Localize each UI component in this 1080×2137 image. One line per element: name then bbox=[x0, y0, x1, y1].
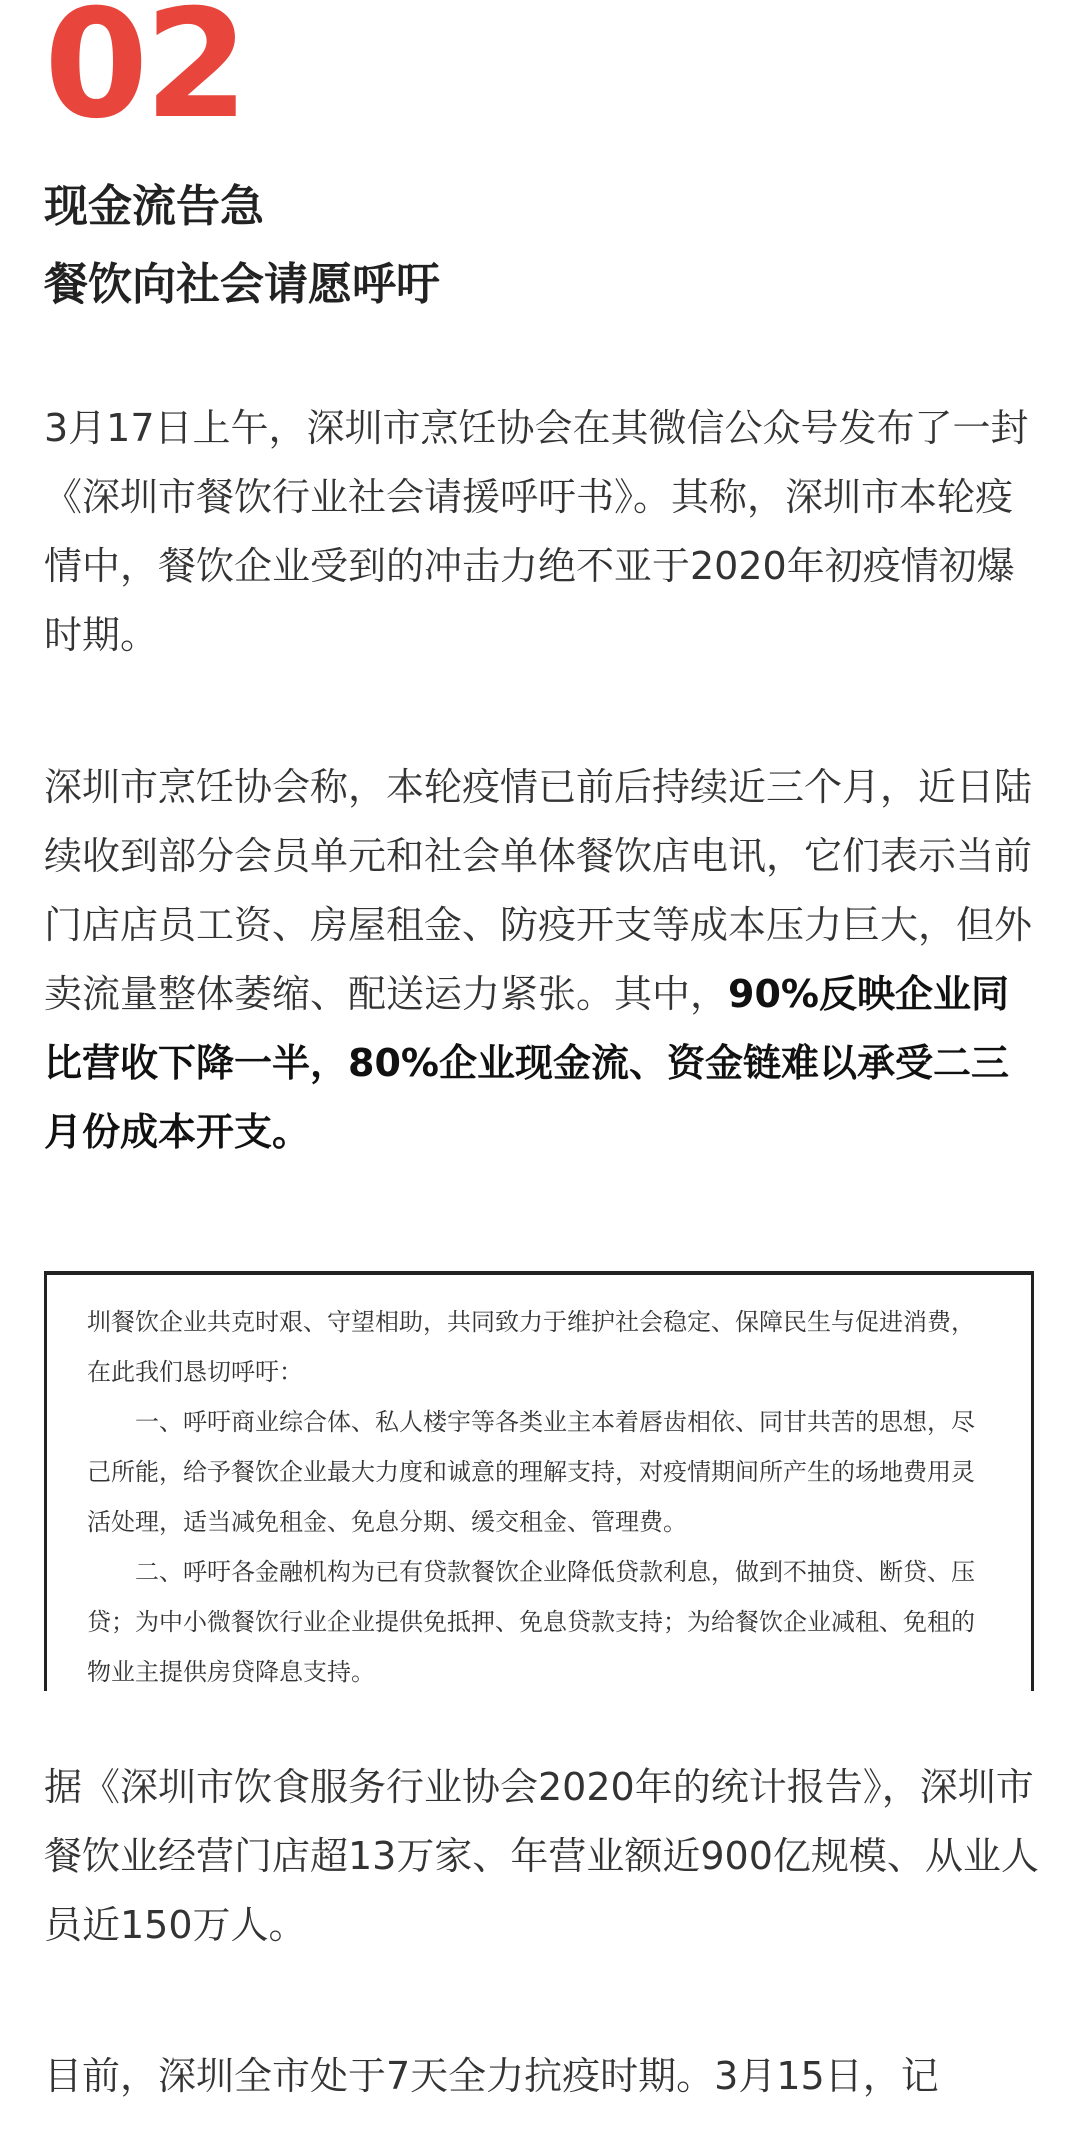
quote-item-2: 二、呼吁各金融机构为已有贷款餐饮企业降低贷款利息，做到不抽贷、断贷、压贷；为中小微餐饮行业企业提供免抵押、免息贷款支持；为给餐饮企业减租、免租的物业主提供房贷降息支持。 bbox=[87, 1558, 975, 1686]
paragraph-2 bbox=[44, 753, 1044, 1167]
heading-line-2: 餐饮向社会请愿呼吁 bbox=[44, 259, 440, 310]
paragraph-3: 据《深圳市饮食服务行业协会2020年的统计报告》，深圳市餐饮业经营门店超13万家、年营业额近900亿规模、从业人员近150万人。 bbox=[44, 1765, 1039, 1947]
section-heading bbox=[44, 168, 440, 324]
paragraph-2-text: 深圳市烹饪协会称，本轮疫情已前后持续近三个月，近日陆续收到部分会员单元和社会单体餐饮店电讯，它们表示当前门店店员工资、房屋租金、防疫开支等成本压力巨大，但外卖流量整体萎缩、配送运力紧张。其中， bbox=[44, 765, 1033, 1016]
paragraph-4: 目前，深圳全市处于7天全力抗疫时期。3月15日，记 bbox=[44, 2054, 939, 2098]
quote-intro: 圳餐饮企业共克时艰、守望相助，共同致力于维护社会稳定、保障民生与促进消费，在此我们恳切呼吁： bbox=[87, 1308, 975, 1386]
paragraph-2-highlight: 90%反映企业同比营收下降一半，80%企业现金流、资金链难以承受二三月份成本开支。 bbox=[44, 972, 1009, 1154]
section-number: 02 bbox=[44, 0, 245, 152]
quoted-letter-image bbox=[44, 1271, 1034, 1691]
paragraph-1: 3月17日上午，深圳市烹饪协会在其微信公众号发布了一封《深圳市餐饮行业社会请援呼吁书》。其称，深圳市本轮疫情中，餐饮企业受到的冲击力绝不亚于2020年初疫情初爆时期。 bbox=[44, 406, 1029, 657]
heading-line-1: 现金流告急 bbox=[44, 181, 264, 232]
quote-item-1: 一、呼吁商业综合体、私人楼宇等各类业主本着唇齿相依、同甘共苦的思想，尽己所能，给予餐饮企业最大力度和诚意的理解支持，对疫情期间所产生的场地费用灵活处理，适当减免租金、免息分期、缓交租金、管理费。 bbox=[87, 1408, 975, 1536]
